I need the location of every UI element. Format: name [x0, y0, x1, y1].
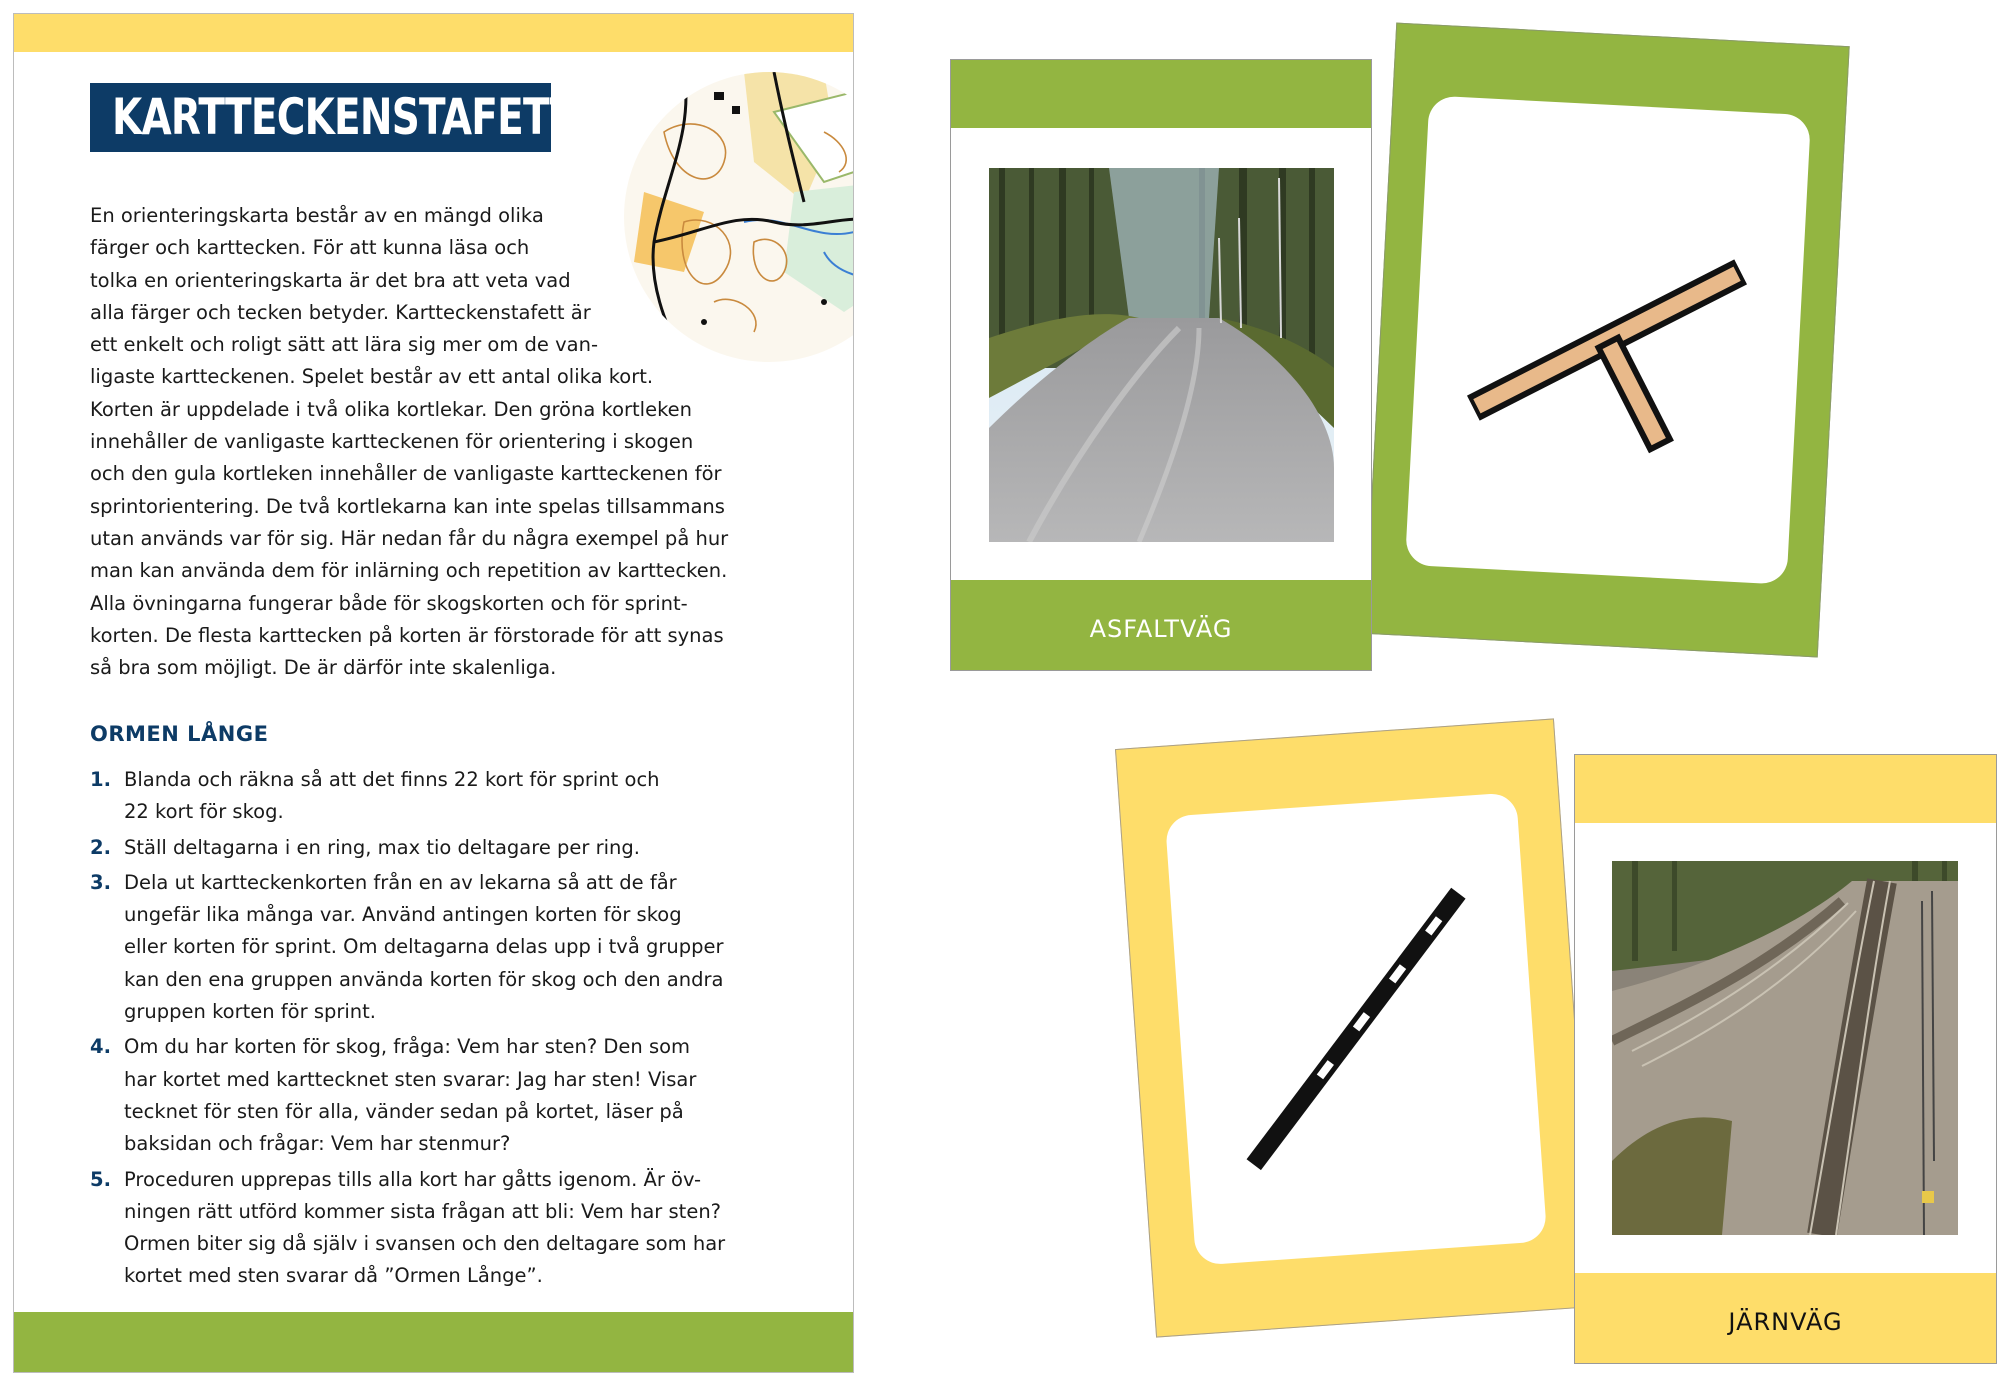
intro-text: En orienteringskarta består av en mängd olika färger och karttecken. För att kunna läsa och tolka en orienteringskarta är det bra att veta vad alla färger och tecken betyder. Kartteckenstafett är ett enkelt och roligt sätt att lära sig mer om de van- ligaste kartteckenen. Spelet består av ett antal olika kort. Korten är uppdelade i två olika kortlekar. Den gröna kortleken innehåller de vanligaste kartteckenen för orientering i skogen och den gula kortleken innehåller de vanligaste kartteckenen för sprintorientering. De två kortlekarna kan inte spelas tillsammans utan används var för sig. Här nedan får du några exempel på hur man kan använda dem för inlärning och repetition av karttecken. Alla övningarna fungerar både för skogskorten och för sprint- korten. De flesta karttecken på korten är förstorade för att synas så bra som möjligt. De är därför inte skalenliga.	[90, 204, 729, 680]
card-railway-symbol	[1115, 718, 1595, 1337]
road-symbol-icon	[1405, 95, 1811, 584]
step-item: 5. Proceduren upprepas tills alla kort har gåtts igenom. Är öv- ningen rätt utförd kommer sista frågan att bli: Vem har sten? Ormen biter sig då själv i svansen och den deltagare som har kortet med sten svarar då ”Ormen Långe”.	[90, 1164, 810, 1293]
leaflet-page	[13, 13, 854, 1373]
step-item: 2. Ställ deltagarna i en ring, max tio deltagare per ring.	[90, 832, 810, 864]
card-label: ASFALTVÄG	[1089, 615, 1233, 643]
step-number: 3.	[90, 870, 111, 894]
page-title: KARTTECKENSTAFETT	[90, 83, 551, 152]
step-number: 1.	[90, 768, 111, 791]
step-item: 4. Om du har korten för skog, fråga: Vem har sten? Den som har kortet med karttecknet sten svarar: Jag har sten! Visar tecknet för sten för alla, vänder sedan på kortet, läser på baksidan och frågar: Vem har stenmur?	[90, 1031, 810, 1160]
step-number: 4.	[90, 1035, 111, 1059]
card-jarnvag	[1574, 754, 1997, 1364]
card-label: JÄRNVÄG	[1728, 1308, 1843, 1336]
step-item: 1. Blanda och räkna så att det finns 22 kort för sprint och 22 kort för skog.	[90, 764, 810, 829]
steps-list	[90, 764, 810, 1296]
step-number: 5.	[90, 1167, 111, 1191]
card-top-band	[951, 60, 1371, 128]
card-road-symbol	[1364, 23, 1849, 658]
card-top-band	[1575, 755, 1996, 823]
railway-photo	[1612, 861, 1958, 1235]
step-number: 2.	[90, 835, 111, 859]
step-item: 3. Dela ut kartteckenkorten från en av lekarna så att de får ungefär lika många var. Använd antingen korten för skog eller korten för sprint. Om deltagarna delas upp i två grupper kan den ena gruppen använda korten för skog och den andra gruppen korten för sprint.	[90, 867, 810, 1028]
card-asfaltvag	[950, 59, 1372, 671]
railway-symbol-icon	[1165, 792, 1548, 1265]
bottom-color-band	[14, 1312, 853, 1372]
card-inner	[1165, 792, 1548, 1265]
road-photo	[989, 168, 1334, 542]
card-inner	[1405, 95, 1811, 584]
section-title: ORMEN LÅNGE	[90, 722, 269, 746]
top-color-band	[14, 14, 853, 52]
